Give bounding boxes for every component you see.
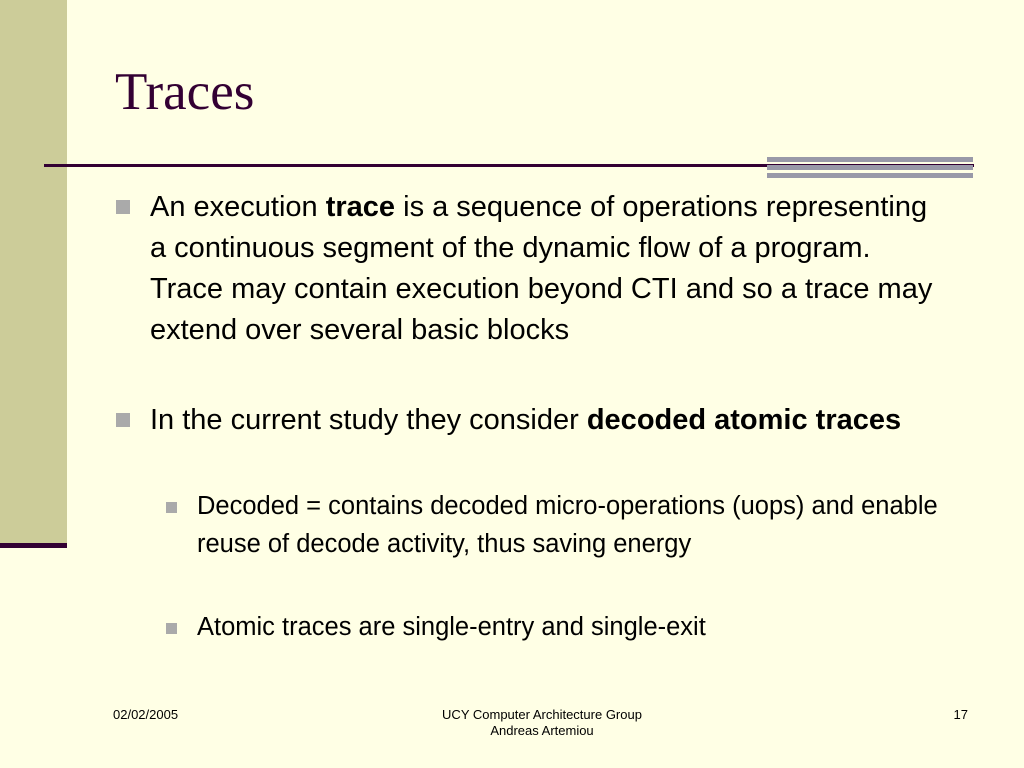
square-bullet-icon (166, 502, 177, 513)
footer-credit (400, 707, 684, 739)
bullet-text-pre: In the current study they consider (150, 404, 587, 436)
footer-author: Andreas Artemiou (490, 723, 594, 738)
sub-bullet-text: Atomic traces are single-entry and single-exit (197, 613, 706, 641)
square-bullet-icon (166, 623, 177, 634)
sub-bullet-decoded (197, 488, 957, 563)
sub-bullet-atomic (197, 609, 957, 647)
bullet-text-bold: trace (325, 191, 396, 223)
footer-group: UCY Computer Architecture Group (442, 707, 642, 722)
sub-bullet-text: Decoded = contains decoded micro-operations (uops) and enable reuse of decode activity, thus saving energy (197, 492, 938, 558)
bullet-text-post: is a sequence of operations representing a continuous segment of the dynamic flow of a program. Trace may contain execution beyond CTI and so a trace may extend over several basic blocks (150, 191, 933, 346)
slide-title: Traces (115, 63, 255, 121)
square-bullet-icon (116, 413, 130, 427)
bullet-text-pre: An execution (150, 191, 326, 223)
footer-page-number: 17 (953, 707, 968, 722)
bullet-text-bold: decoded atomic traces (586, 404, 902, 436)
square-bullet-icon (116, 200, 130, 214)
bullet-trace-definition (150, 187, 950, 351)
bullet-current-study (150, 400, 950, 441)
footer-date: 02/02/2005 (113, 707, 179, 722)
